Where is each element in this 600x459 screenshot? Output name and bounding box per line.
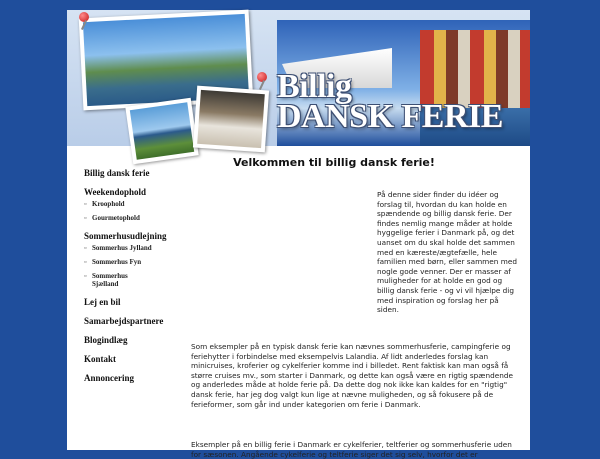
intro-paragraph: På denne sider finder du idéer og forslag til, hvordan du kan holde en spændende og billig dansk ferie. Der findes nemlig mange måder at holde hyggelige ferier i Danmark på, og det uanset om du skal holde det sammen med en kæreste/ægtefælle, hele familien med børn, eller sammen med nogle gode venner. Der er masser af muligheder for at holde en god og billig dansk ferie - og vi vil hjælpe dig med inspiration og forslag her på siden. [377,190,517,315]
photo-restaurant-dinner [193,86,269,153]
nav-sommerhus-jylland[interactable]: ▫ Sommerhus Jylland [84,244,199,252]
nav-kontakt[interactable]: Kontakt [84,354,117,364]
logo-line-1: Billig [277,68,352,105]
nav-kroophold[interactable]: ▫ Kroophold [84,200,199,208]
nav-samarbejdspartnere[interactable]: Samarbejdspartnere [84,316,164,326]
nav-group-weekendophold [84,187,199,222]
pushpin-icon [79,12,89,22]
nav-lej-en-bil[interactable]: Lej en bil [84,297,121,307]
cheap-holiday-paragraph: Eksempler på en billig ferie i Danmark er cykelferier, teltferier og sommerhusferie uden for sæsonen. Angående cykelferie og teltferie siger det sig selv, hvorfor det er [191,440,512,459]
sidebar-nav [84,168,199,392]
photo-blue-house [125,98,198,165]
main-content [191,156,517,459]
nav-blogindlaeg[interactable]: Blogindlæg [84,335,128,345]
nav-weekendophold[interactable]: Weekendophold [84,187,147,197]
nav-gourmetophold[interactable]: ▫ Gourmetophold [84,214,199,222]
nav-group-sommerhusudlejning [84,231,199,288]
nav-sommerhus-sjaelland[interactable]: ▫ Sommerhus Sjælland [84,272,136,288]
nav-sommerhus-fyn[interactable]: ▫ Sommerhus Fyn [84,258,199,266]
examples-paragraph: Som eksempler på en typisk dansk ferie kan nævnes sommerhusferie, campingferie og feriehytter i forbindelse med eksempelvis Lalandia. Af lidt anderledes forslag kan minicruises, kroferier og cykelferier komme ind i billedet. Rent faktisk kan man også få større cruises mv., som starter i Danmark, og dette kan også være en rigtig spændende og anderledes måde at holde ferie på. Da dette dog nok ikke kan kaldes for en "rigtig" dansk ferie, har jeg dog valgt kun lige at nævne muligheden, og så fokusere på de ferieformer, som går ind under kategorien om ferie i Danmark. [191,342,513,409]
nav-sommerhusudlejning[interactable]: Sommerhusudlejning [84,231,167,241]
pushpin-icon [257,72,267,82]
nav-annoncering[interactable]: Annoncering [84,373,135,383]
nav-home[interactable]: Billig dansk ferie [84,168,150,178]
site-logo[interactable] [277,68,503,135]
page-title: Velkommen til billig dansk ferie! [233,156,435,169]
header-banner [67,10,530,146]
logo-line-2: DANSK FERIE [277,98,503,135]
page-container [67,10,530,459]
